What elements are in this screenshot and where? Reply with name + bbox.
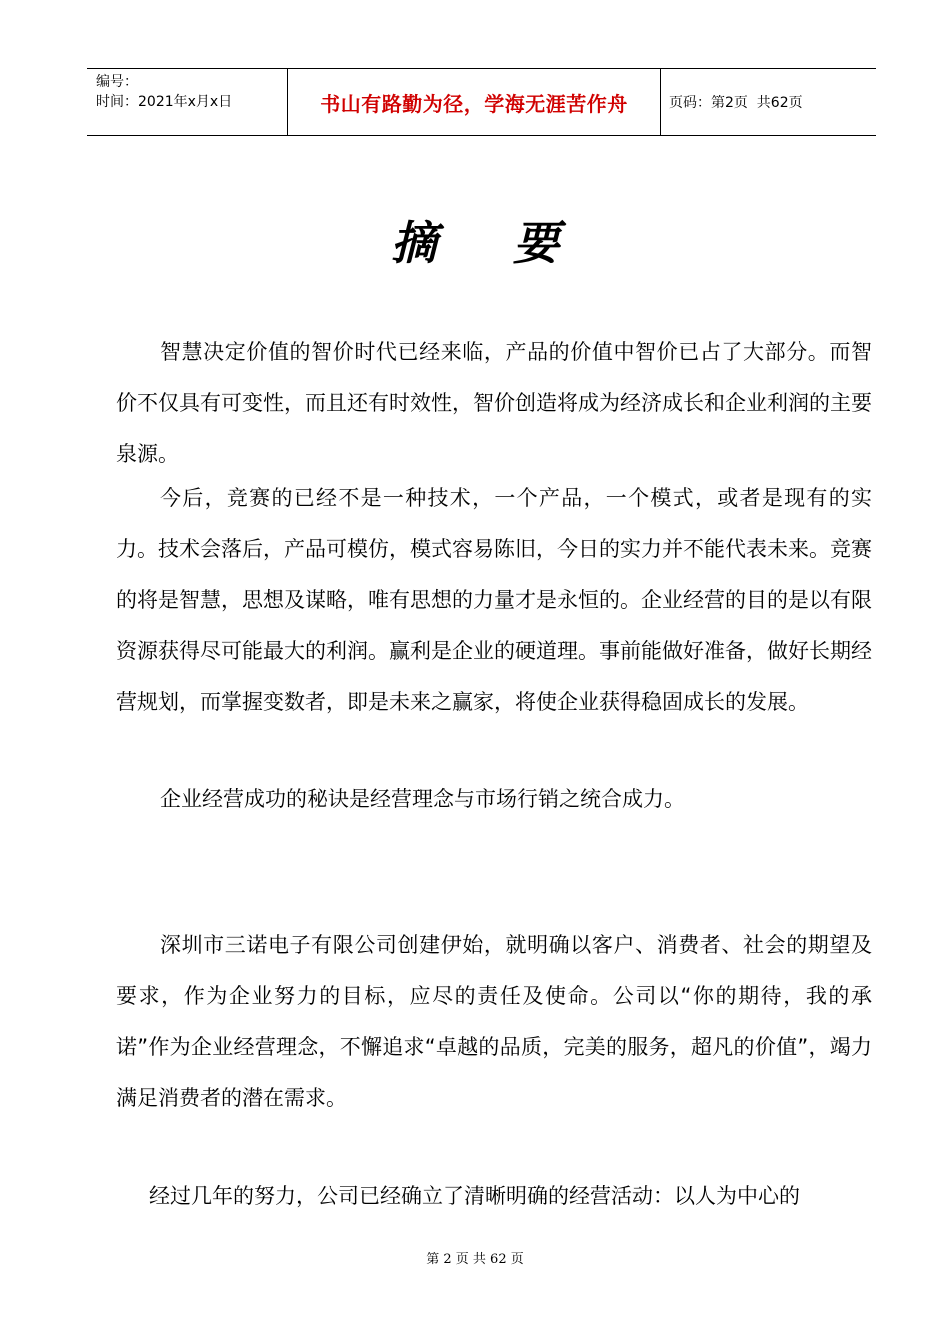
- document-time-label: 时间：2021年x月x日: [96, 94, 233, 110]
- header-meta: [87, 69, 288, 135]
- document-number-label: 编号：: [96, 74, 138, 90]
- body-paragraph: 企业经营成功的秘诀是经营理念与市场行销之统合成力。: [160, 787, 685, 811]
- body-paragraph: 经过几年的努力，公司已经确立了清晰明确的经营活动：以人为中心的: [149, 1184, 800, 1208]
- body-paragraph: 智慧决定价值的智价时代已经来临，产品的价值中智价已占了大部分。而智价不仅具有可变性，而且还有时效性，智价创造将成为经济成长和企业利润的主要泉源。: [116, 340, 872, 466]
- document-title: 摘 要: [390, 216, 589, 270]
- page-header: [87, 68, 876, 136]
- body-paragraph: 深圳市三诺电子有限公司创建伊始，就明确以客户、消费者、社会的期望及要求，作为企业努力的目标，应尽的责任及使命。公司以“你的期待，我的承诺”作为企业经营理念，不懈追求“卓越的品质，完美的服务，超凡的价值”，竭力满足消费者的潜在需求。: [116, 933, 872, 1110]
- header-page-info: 页码：第2页 共62页: [669, 95, 803, 111]
- page-footer: 第 2 页 共 62 页: [426, 1252, 524, 1267]
- body-paragraph: 今后，竞赛的已经不是一种技术，一个产品，一个模式，或者是现有的实力。技术会落后，产品可模仿，模式容易陈旧，今日的实力并不能代表未来。竞赛的将是智慧，思想及谋略，唯有思想的力量才是永恒的。企业经营的目的是以有限资源获得尽可能最大的利润。赢利是企业的硬道理。事前能做好准备，做好长期经营规划，而掌握变数者，即是未来之赢家，将使企业获得稳固成长的发展。: [116, 486, 872, 714]
- header-motto: 书山有路勤为径，学海无涯苦作舟: [288, 69, 661, 135]
